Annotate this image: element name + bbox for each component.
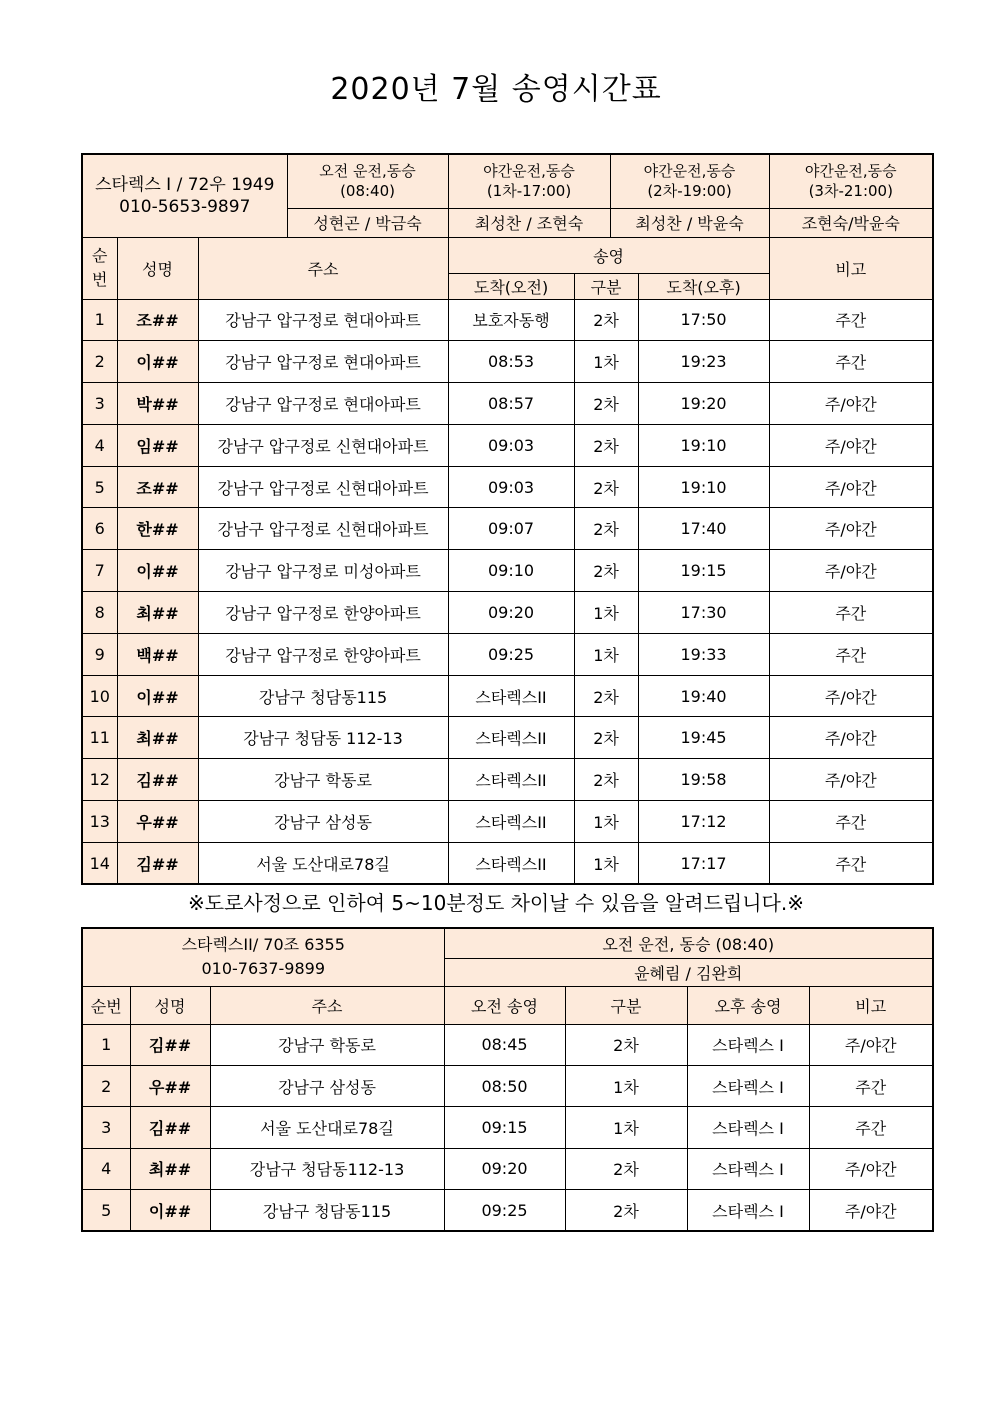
cell-name: 백## <box>117 633 198 675</box>
cell-arrive-am: 09:03 <box>448 424 574 466</box>
cell-pm: 스타렉스 I <box>687 1024 809 1065</box>
cell-address: 강남구 학동로 <box>198 759 448 801</box>
cell-address: 강남구 압구정로 한양아파트 <box>198 592 448 634</box>
table-row <box>82 759 933 801</box>
cell-note: 주/야간 <box>769 383 933 425</box>
cell-num: 6 <box>82 508 117 550</box>
cell-arrive-am: 스타렉스II <box>448 675 574 717</box>
cell-address: 강남구 학동로 <box>210 1024 444 1065</box>
cell-am: 09:25 <box>444 1190 565 1231</box>
cell-note: 주간 <box>809 1107 933 1148</box>
cell-round: 2차 <box>574 759 638 801</box>
table-row <box>82 717 933 759</box>
cell-num: 1 <box>82 299 117 341</box>
table-row <box>82 801 933 843</box>
cell-address: 강남구 삼성동 <box>210 1065 444 1106</box>
cell-note: 주간 <box>769 341 933 383</box>
col-header-arrive-am: 도착(오전) <box>448 273 574 299</box>
cell-num: 1 <box>82 1024 130 1065</box>
col-header-name: 성명 <box>117 237 198 299</box>
cell-arrive-am: 스타렉스II <box>448 842 574 884</box>
cell-note: 주/야간 <box>809 1024 933 1065</box>
shift-time: (08:40) <box>340 182 395 201</box>
cell-num: 9 <box>82 633 117 675</box>
table-row <box>82 1065 933 1106</box>
cell-name: 우## <box>130 1065 210 1106</box>
cell-arrive-pm: 19:40 <box>638 675 769 717</box>
cell-name: 최## <box>117 717 198 759</box>
cell-note: 주/야간 <box>809 1148 933 1189</box>
shift-time: (3차-21:00) <box>808 182 893 201</box>
cell-name: 김## <box>130 1024 210 1065</box>
cell-arrive-pm: 17:17 <box>638 842 769 884</box>
cell-name: 김## <box>117 759 198 801</box>
cell-num: 3 <box>82 383 117 425</box>
notice-text: ※도로사정으로 인하여 5~10분정도 차이날 수 있음을 알려드립니다.※ <box>188 891 804 915</box>
col-header-name: 성명 <box>130 986 210 1024</box>
cell-round: 1차 <box>574 842 638 884</box>
bus1-shift-2 <box>448 154 610 208</box>
cell-name: 이## <box>130 1190 210 1231</box>
cell-note: 주간 <box>769 842 933 884</box>
table-row <box>82 675 933 717</box>
col-header-num: 순번 <box>82 986 130 1024</box>
shift-title: 야간운전,동승 <box>483 162 575 181</box>
cell-num: 3 <box>82 1107 130 1148</box>
cell-address: 강남구 압구정로 신현대아파트 <box>198 508 448 550</box>
cell-arrive-am: 스타렉스II <box>448 759 574 801</box>
cell-num: 12 <box>82 759 117 801</box>
cell-num: 13 <box>82 801 117 843</box>
cell-name: 이## <box>117 550 198 592</box>
cell-address: 강남구 청담동115 <box>198 675 448 717</box>
cell-num: 2 <box>82 341 117 383</box>
cell-round: 1차 <box>574 801 638 843</box>
cell-note: 주간 <box>769 299 933 341</box>
bus1-phone: 010-5653-9897 <box>119 196 251 217</box>
cell-note: 주간 <box>769 633 933 675</box>
cell-pm: 스타렉스 I <box>687 1190 809 1231</box>
col-header-round: 구분 <box>565 986 687 1024</box>
cell-address: 강남구 청담동115 <box>210 1190 444 1231</box>
table-row <box>82 633 933 675</box>
cell-round: 1차 <box>565 1065 687 1106</box>
cell-name: 김## <box>130 1107 210 1148</box>
cell-name: 우## <box>117 801 198 843</box>
cell-address: 강남구 삼성동 <box>198 801 448 843</box>
bus1-shift-3 <box>610 154 769 208</box>
cell-round: 2차 <box>574 717 638 759</box>
bus1-crew-1: 성현곤 / 박금숙 <box>287 208 448 237</box>
cell-arrive-am: 08:57 <box>448 383 574 425</box>
cell-arrive-pm: 19:45 <box>638 717 769 759</box>
cell-address: 강남구 압구정로 신현대아파트 <box>198 466 448 508</box>
cell-note: 주/야간 <box>769 508 933 550</box>
cell-arrive-am: 09:10 <box>448 550 574 592</box>
cell-round: 2차 <box>574 675 638 717</box>
cell-name: 임## <box>117 424 198 466</box>
table-row <box>82 842 933 884</box>
cell-note: 주/야간 <box>809 1190 933 1231</box>
cell-round: 2차 <box>565 1148 687 1189</box>
cell-num: 4 <box>82 1148 130 1189</box>
bus2-vehicle-info <box>82 928 444 986</box>
bus2-crew: 윤혜림 / 김완희 <box>444 958 933 986</box>
cell-name: 이## <box>117 341 198 383</box>
table-row <box>82 341 933 383</box>
cell-note: 주간 <box>809 1065 933 1106</box>
cell-note: 주/야간 <box>769 424 933 466</box>
cell-round: 2차 <box>565 1024 687 1065</box>
cell-arrive-am: 09:20 <box>448 592 574 634</box>
shift-time: (1차-17:00) <box>486 182 572 201</box>
cell-name: 조## <box>117 299 198 341</box>
cell-round: 2차 <box>574 550 638 592</box>
cell-num: 10 <box>82 675 117 717</box>
cell-address: 서울 도산대로78길 <box>210 1107 444 1148</box>
cell-am: 08:45 <box>444 1024 565 1065</box>
cell-arrive-pm: 19:23 <box>638 341 769 383</box>
shift-title: 야간운전,동승 <box>804 162 897 181</box>
table-row <box>82 550 933 592</box>
bus2-phone: 010-7637-9899 <box>201 959 326 979</box>
table-row <box>82 592 933 634</box>
bus1-crew-4: 조현숙/박윤숙 <box>769 208 933 237</box>
table-row <box>82 1107 933 1148</box>
cell-round: 1차 <box>574 633 638 675</box>
bus1-crew-2: 최성찬 / 조현숙 <box>448 208 610 237</box>
cell-num: 5 <box>82 466 117 508</box>
cell-num: 2 <box>82 1065 130 1106</box>
table-row <box>82 424 933 466</box>
cell-name: 박## <box>117 383 198 425</box>
cell-pm: 스타렉스 I <box>687 1065 809 1106</box>
cell-round: 1차 <box>574 592 638 634</box>
bus1-vehicle: 스타렉스 I / 72우 1949 <box>95 174 275 195</box>
table-row <box>82 383 933 425</box>
bus1-vehicle-info <box>82 154 287 237</box>
cell-am: 09:20 <box>444 1148 565 1189</box>
col-header-pm: 오후 송영 <box>687 986 809 1024</box>
cell-arrive-pm: 17:12 <box>638 801 769 843</box>
shift-title: 오전 운전,동승 <box>319 162 416 181</box>
cell-round: 2차 <box>565 1190 687 1231</box>
col-header-arrive-pm: 도착(오후) <box>638 273 769 299</box>
table-row <box>82 466 933 508</box>
cell-arrive-am: 09:07 <box>448 508 574 550</box>
cell-arrive-am: 08:53 <box>448 341 574 383</box>
cell-note: 주/야간 <box>769 550 933 592</box>
cell-address: 강남구 압구정로 미성아파트 <box>198 550 448 592</box>
cell-arrive-pm: 19:15 <box>638 550 769 592</box>
cell-name: 이## <box>117 675 198 717</box>
cell-arrive-pm: 19:20 <box>638 383 769 425</box>
col-header-address: 주소 <box>210 986 444 1024</box>
cell-round: 2차 <box>574 424 638 466</box>
cell-num: 7 <box>82 550 117 592</box>
cell-round: 2차 <box>574 508 638 550</box>
cell-arrive-pm: 19:33 <box>638 633 769 675</box>
bus1-schedule-table <box>81 153 934 885</box>
cell-name: 김## <box>117 842 198 884</box>
cell-round: 2차 <box>574 466 638 508</box>
col-header-note: 비고 <box>809 986 933 1024</box>
col-header-num-b: 번 <box>92 270 108 289</box>
bus2-vehicle: 스타렉스II/ 70조 6355 <box>181 935 345 955</box>
table-row <box>82 299 933 341</box>
cell-arrive-pm: 19:58 <box>638 759 769 801</box>
page-title: 2020년 7월 송영시간표 <box>330 72 662 107</box>
cell-am: 09:15 <box>444 1107 565 1148</box>
cell-note: 주/야간 <box>769 759 933 801</box>
cell-num: 8 <box>82 592 117 634</box>
cell-name: 최## <box>130 1148 210 1189</box>
cell-num: 14 <box>82 842 117 884</box>
cell-num: 5 <box>82 1190 130 1231</box>
cell-note: 주/야간 <box>769 717 933 759</box>
bus2-schedule-table <box>81 927 934 1232</box>
cell-arrive-pm: 17:30 <box>638 592 769 634</box>
col-header-transport: 송영 <box>448 237 769 273</box>
cell-pm: 스타렉스 I <box>687 1107 809 1148</box>
bus1-shift-1 <box>287 154 448 208</box>
shift-title: 야간운전,동승 <box>643 162 736 181</box>
cell-round: 1차 <box>574 341 638 383</box>
table-row <box>82 1024 933 1065</box>
bus2-shift-title: 오전 운전, 동승 (08:40) <box>444 928 933 958</box>
col-header-am: 오전 송영 <box>444 986 565 1024</box>
cell-address: 강남구 압구정로 신현대아파트 <box>198 424 448 466</box>
col-header-address: 주소 <box>198 237 448 299</box>
col-header-note: 비고 <box>769 237 933 299</box>
cell-num: 4 <box>82 424 117 466</box>
cell-address: 강남구 청담동112-13 <box>210 1148 444 1189</box>
cell-arrive-pm: 17:40 <box>638 508 769 550</box>
cell-address: 강남구 청담동 112-13 <box>198 717 448 759</box>
cell-address: 강남구 압구정로 현대아파트 <box>198 299 448 341</box>
cell-arrive-pm: 19:10 <box>638 466 769 508</box>
col-header-num-a: 순 <box>92 246 108 265</box>
col-header-round: 구분 <box>574 273 638 299</box>
cell-address: 강남구 압구정로 현대아파트 <box>198 341 448 383</box>
shift-time: (2차-19:00) <box>647 182 732 201</box>
col-header-num <box>82 237 117 299</box>
cell-name: 최## <box>117 592 198 634</box>
cell-arrive-am: 09:03 <box>448 466 574 508</box>
cell-num: 11 <box>82 717 117 759</box>
cell-arrive-am: 09:25 <box>448 633 574 675</box>
cell-note: 주/야간 <box>769 466 933 508</box>
cell-arrive-am: 스타렉스II <box>448 717 574 759</box>
bus1-crew-3: 최성찬 / 박윤숙 <box>610 208 769 237</box>
cell-address: 강남구 압구정로 현대아파트 <box>198 383 448 425</box>
cell-round: 2차 <box>574 383 638 425</box>
table-row <box>82 508 933 550</box>
table-row <box>82 1148 933 1189</box>
cell-arrive-am: 보호자동행 <box>448 299 574 341</box>
cell-arrive-am: 스타렉스II <box>448 801 574 843</box>
cell-arrive-pm: 19:10 <box>638 424 769 466</box>
cell-name: 한## <box>117 508 198 550</box>
cell-note: 주/야간 <box>769 675 933 717</box>
cell-address: 강남구 압구정로 한양아파트 <box>198 633 448 675</box>
table-row <box>82 1190 933 1231</box>
cell-am: 08:50 <box>444 1065 565 1106</box>
cell-note: 주간 <box>769 801 933 843</box>
cell-pm: 스타렉스 I <box>687 1148 809 1189</box>
cell-address: 서울 도산대로78길 <box>198 842 448 884</box>
bus1-shift-4 <box>769 154 933 208</box>
cell-arrive-pm: 17:50 <box>638 299 769 341</box>
cell-note: 주간 <box>769 592 933 634</box>
cell-name: 조## <box>117 466 198 508</box>
cell-round: 2차 <box>574 299 638 341</box>
cell-round: 1차 <box>565 1107 687 1148</box>
